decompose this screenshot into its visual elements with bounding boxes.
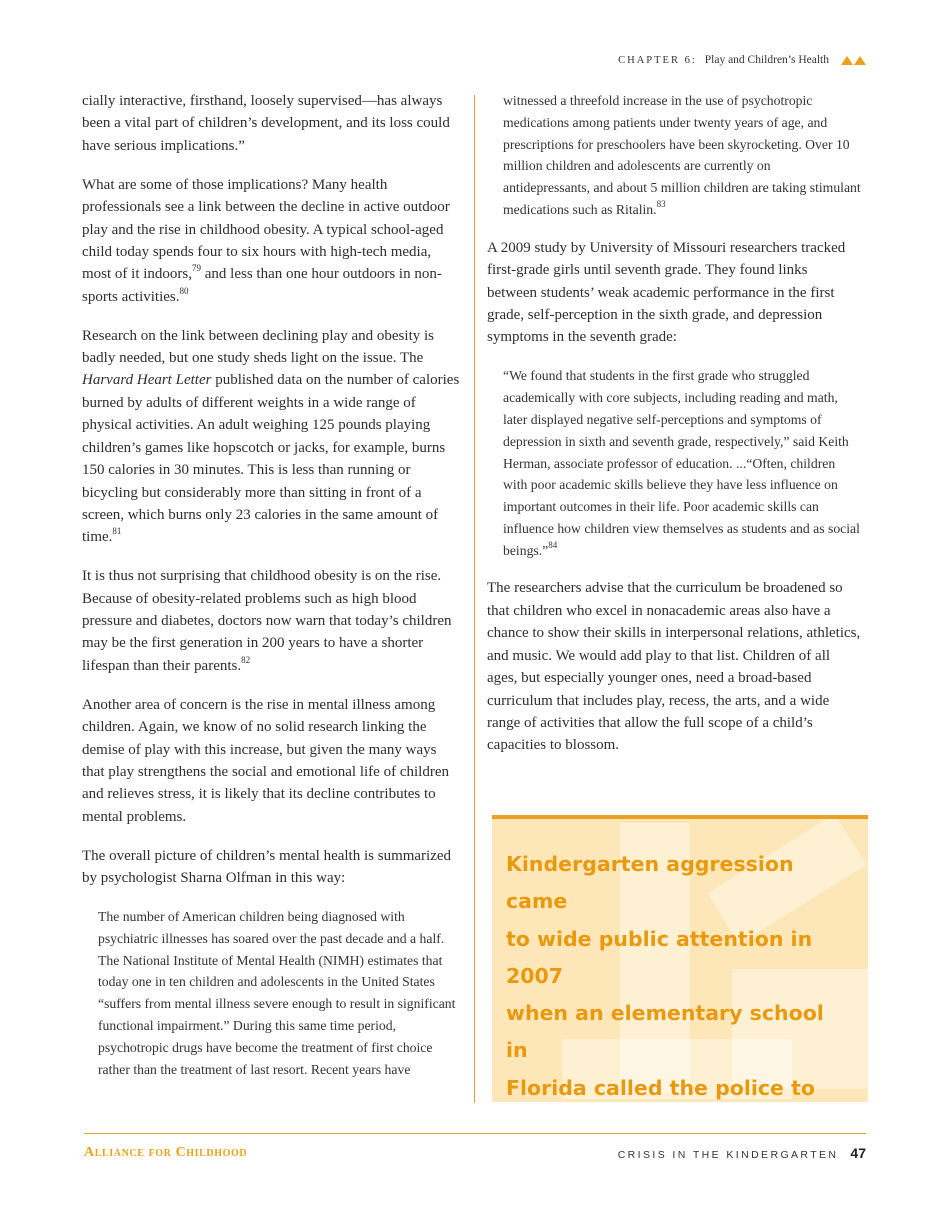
left-column	[82, 90, 460, 1096]
footnote-ref[interactable]: 83	[656, 199, 666, 210]
running-header	[618, 54, 866, 66]
footnote-ref[interactable]: 80	[179, 285, 189, 296]
paragraph: The researchers advise that the curriculum be broadened so that children who excel in nonacademic areas also have a chance to show their skills in interpersonal relations, athletics, and music. We would add play to that list. Children of all ages, but especially younger ones, need a broad-based curriculum that includes play, recess, the arts, and a wide range of activities that allow the full scope of a child’s capacities to blossom.	[487, 580, 861, 754]
publication-title: Harvard Heart Letter	[82, 372, 212, 389]
footer-rule	[84, 1133, 866, 1134]
block-quote: “We found that students in the first grade who struggled academically with core subjects, including reading and math, later displayed negative self-perceptions and symptoms of depression in sixth and seventh grade, respectively,” said Keith Herman, associate professor of education. ...“Often, children with poor academic skills believe they have less influence on important outcomes in their life. Poor academic skills can influence how children view themselves as students and as social beings.”$^{84}$	[503, 368, 860, 558]
page-number: 47	[850, 1145, 866, 1161]
footnote-ref[interactable]: 79	[192, 263, 202, 274]
paragraph: The overall picture of children’s mental health is summarized by psychologist Sharna Olfman in this way:	[82, 847, 452, 887]
block-quote: The number of American children being diagnosed with psychiatric illnesses has soared over the past decade and a half. The National Institute of Mental Health (NIMH) estimates that today one in ten children and adolescents in the United States “suffers from mental illness severe enough to result in significant functional impairment.” During this same time period, psychotropic drugs have become the treatment of first choice rather than the treatment of last resort. Recent years have	[98, 909, 456, 1077]
footnote-ref[interactable]: 82	[241, 654, 251, 665]
chapter-title: Play and Children’s Health	[704, 54, 829, 66]
paragraph: Research on the link between declining play and obesity is badly needed, but one study sheds light on the issue. The Harvard Heart Letter published data on the number of calories burned by adults of different weights in a wide range of physical activities. An adult weighing 125 pounds playing children’s games like hopscotch or jacks, for example, burns 150 calories in 30 minutes. This is less than running or bicycling but considerably more than sitting in front of a screen, which burns only 23 calories in the same amount of time.$^{81}$	[82, 327, 460, 546]
footnote-ref[interactable]: 81	[112, 526, 122, 537]
footer-right	[618, 1145, 866, 1161]
paragraph: It is thus not surprising that childhood obesity is on the rise. Because of obesity-related problems such as high blood pressure and diabetes, doctors now warn that today’s children may be the first generation in 200 years to have a shorter lifespan than their parents.$^{82}$	[82, 568, 452, 674]
footer-publication: CRISIS IN THE KINDERGARTEN	[617, 1149, 839, 1161]
column-divider	[474, 95, 475, 1103]
right-column	[487, 90, 861, 773]
pull-quote-box	[492, 815, 868, 1102]
paragraph: Another area of concern is the rise in mental illness among children. Again, we know of no solid research linking the demise of play with this increase, but given the many ways that play strengthens the social and emotional life of children and relieves stress, it is likely that its decline contributes to mental problems.	[82, 696, 449, 825]
block-quote-continued: witnessed a threefold increase in the use of psychotropic medications among patients under twenty years of age, and prescriptions for preschoolers have been skyrocketing. Over 10 million children and adolescents are currently on antidepressants, and about 5 million children are taking stimulant medications such as Ritalin.$^{83}$	[503, 93, 861, 217]
triangle-ornament-icon	[841, 56, 866, 65]
chapter-label: CHAPTER 6:	[618, 54, 697, 66]
footer-organization: Alliance for Childhood	[84, 1145, 248, 1160]
footnote-ref[interactable]: 84	[548, 540, 558, 551]
pull-quote-text: Kindergarten aggression came to wide public attention in 2007 when an elementary school in Florida called the police to	[506, 852, 824, 1100]
paragraph: cially interactive, firsthand, loosely supervised—has always been a vital part of children’s development, and its loss could have serious implications.”	[82, 93, 450, 154]
paragraph: What are some of those implications? Many health professionals see a link between the decline in active outdoor play and the rise in childhood obesity. A typical school-aged child today spends four to six hours with high-tech media, most of it indoors,$^{79}$ and less than one hour outdoors in non-sports activities.$^{80}$	[82, 176, 450, 305]
paragraph: A 2009 study by University of Missouri researchers tracked first-grade girls until seventh grade. They found links between students’ weak academic performance in the first grade, self-perception in the sixth grade, and depression symptoms in the seventh grade:	[487, 239, 846, 346]
